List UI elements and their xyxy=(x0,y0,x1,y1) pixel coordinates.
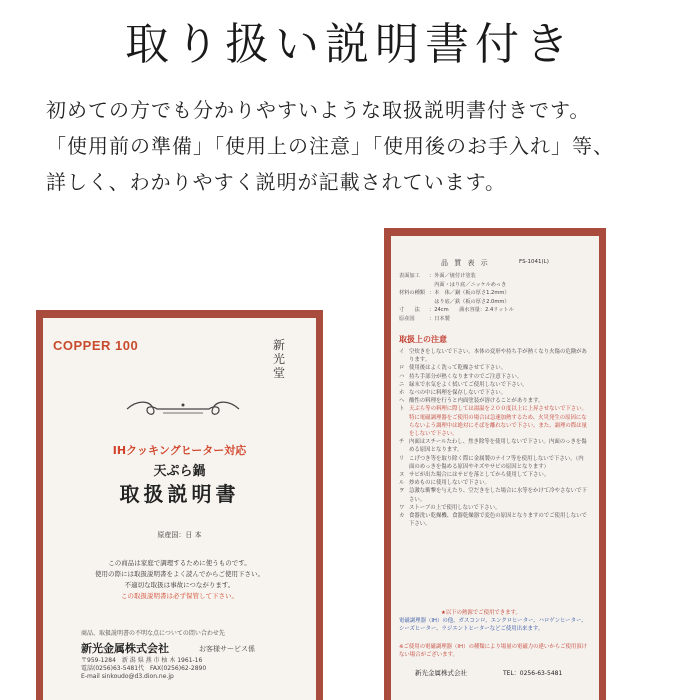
spec-value: ：外面／焼付け塗装 xyxy=(429,273,476,279)
spec-value: ：本 体／銅（板の厚さ1.2mm） xyxy=(429,290,510,297)
caution-text: サビが出た場合にはサビを落としてから使用して下さい。 xyxy=(409,472,550,479)
caution-text: 急激な衝撃を与えたり、空だきをした場合に水等をかけて冷やさないで下さい。 xyxy=(409,488,587,503)
spec-value: ：24cm 満水容量：2.4リットル xyxy=(429,307,514,314)
manual-back-photo xyxy=(384,228,606,700)
spec-row xyxy=(399,289,514,298)
keep-notice: この取扱説明書は必ず保管して下さい。 xyxy=(121,592,238,600)
caution-item xyxy=(399,348,589,364)
caution-text: こげつき等を取り除く際に金属製のナイフ等を使用しないで下さい。（内面のめっきを傷める原因やキズやサビの原因となります） xyxy=(409,455,584,470)
spec-row xyxy=(399,315,514,324)
manual-cover-photo xyxy=(36,310,323,700)
caution-mark: ヘ xyxy=(399,398,405,405)
maker-seal: 新光堂 xyxy=(273,338,286,380)
caution-item xyxy=(399,512,589,528)
intro-text xyxy=(46,92,666,200)
caution-item xyxy=(399,438,589,454)
spec-value: ：日本製 xyxy=(429,315,450,322)
ih-compatible-label: IHクッキングヒーター対応 xyxy=(112,444,247,457)
caution-text: 酸性の料理を行うと内面塗装が溶けることがあります。 xyxy=(409,398,544,405)
company-name: 新光金属株式会社 xyxy=(415,669,467,677)
caution-mark: ロ xyxy=(399,365,405,372)
caution-mark: イ xyxy=(399,349,405,355)
intro-line: 詳しく、わかりやすく説明が記載されています。 xyxy=(46,170,506,194)
caution-mark: リ xyxy=(399,455,405,462)
notice-line: 不適切な取扱は事故につながります。 xyxy=(124,581,235,589)
caution-text: なべの中に料理を保存しないで下さい。 xyxy=(409,390,507,397)
caution-mark: ワ xyxy=(399,504,405,511)
spec-value: 内面・はり底／ニッケルめっき xyxy=(429,281,507,288)
spec-key: 原産国 xyxy=(399,315,415,322)
manual-cover-paper xyxy=(43,318,316,700)
caution-item xyxy=(399,487,589,503)
model-code: FS-1041(L) xyxy=(519,259,549,265)
caution-item xyxy=(399,405,589,438)
caution-item xyxy=(399,373,589,381)
caution-mark: ト xyxy=(399,406,405,413)
spec-value: はり底／鉄（板の厚さ2.0mm） xyxy=(429,298,510,305)
caution-list xyxy=(399,348,589,528)
manual-back-paper xyxy=(391,236,599,700)
caution-mark: チ xyxy=(399,439,405,446)
origin-label: 原産国：日 本 xyxy=(157,531,202,539)
heat-source-title: ★以下の熱源でご使用できます。 xyxy=(441,610,521,616)
address-line: 〒959-1284 新 潟 県 燕 市 杣 木 1961-16 xyxy=(81,657,203,664)
spec-key: 寸 法 xyxy=(399,307,420,314)
manual-title: 取扱説明書 xyxy=(119,482,240,506)
usage-notice xyxy=(43,558,316,602)
caution-item xyxy=(399,455,589,471)
brand-label: COPPER 100 xyxy=(53,338,139,353)
caution-item xyxy=(399,389,589,397)
caution-text: 使用後はよく洗って乾燥させて下さい。 xyxy=(409,365,507,372)
caution-item xyxy=(399,364,589,372)
address-line: E-mail sinkoudo@d3.dion.ne.jp xyxy=(81,673,174,680)
caution-mark: ヌ xyxy=(399,472,405,479)
product-name: 天ぷら鍋 xyxy=(153,464,206,479)
notice-line: 使用の際には取扱説明書をよく読んでからご使用下さい。 xyxy=(95,570,264,578)
caution-text: ストーブの上で使用しないで下さい。 xyxy=(409,504,501,511)
caution-mark: ヲ xyxy=(399,488,405,495)
caution-item xyxy=(399,381,589,389)
caution-text: 緑末で水気をよく拭いてご使用しないで下さい。 xyxy=(409,381,528,388)
heat-source-note: ※ご使用の電磁調理器（IH）の種類により場量の電磁力の違いからご使用頂けない場合がございます。 xyxy=(399,644,588,658)
caution-item xyxy=(399,479,589,487)
company-phone: TEL：0256-63-5481 xyxy=(503,670,563,677)
spec-table xyxy=(399,272,514,324)
inquiry-label: 商品、取扱説明書の不明な点についての問い合わせ先 xyxy=(81,630,225,637)
spec-row xyxy=(399,281,514,290)
caution-mark: ハ xyxy=(399,373,405,380)
caution-text: 炒めものに使用しないで下さい。 xyxy=(409,480,490,487)
caution-mark: ホ xyxy=(399,390,405,397)
company-department: お客様サービス係 xyxy=(199,645,255,653)
caution-title: 取扱上の注意 xyxy=(399,335,447,344)
spec-row xyxy=(399,272,514,281)
quality-title: 品 質 表 示 xyxy=(441,259,490,267)
notice-line: この商品は家庭で調理するために使うものです。 xyxy=(108,559,251,567)
spec-row xyxy=(399,298,514,307)
caution-mark: ル xyxy=(399,480,405,487)
caution-text: 内面はスチールたわし、焦き除等を使用しないで下さい。内面のっきを傷める原因となります。 xyxy=(409,439,587,454)
caution-text: 天ぷら等の料理に際しては湯温を２００度以上に上昇させないで下さい。特に電磁調理器をご使用の場合は急速加熱するため、火災発生の原因にならないよう調理中は絶対にそばを離れないで下さい。また、調理の際は量をしないで下さい。 xyxy=(409,406,587,438)
intro-line: 初めての方でも分かりやすいような取扱説明書付きです。 xyxy=(46,98,591,122)
spec-key: 表面加工 xyxy=(399,273,420,279)
heat-source-text: 電磁調理器（IH）の他、ガスコンロ、エンクロヒーター、ハロゲンヒーター、シーズヒーター、ラジエントヒーターなどご使用出来ます。 xyxy=(399,618,587,632)
page-headline: 取り扱い説明書付き xyxy=(125,19,575,70)
address-line: 電話(0256)63-5481代 FAX(0256)62-2890 xyxy=(81,665,207,672)
caution-mark: ニ xyxy=(399,381,405,388)
caution-item xyxy=(399,397,589,405)
company-name: 新光金属株式会社 xyxy=(81,642,169,655)
spec-row xyxy=(399,306,514,315)
caution-text: 持ち手部分が熱くなりますのでご注意下さい。 xyxy=(409,373,523,380)
company-address xyxy=(81,657,206,681)
intro-line: 「使用前の準備」「使用上の注意」「使用後のお手入れ」等、 xyxy=(46,134,614,158)
ornament-icon xyxy=(123,398,243,420)
spec-key: 材料の種類 xyxy=(399,290,425,297)
caution-item xyxy=(399,504,589,512)
caution-text: 空炊きをしないで下さい。本体の変形や持ち手が熱くなり火傷の危険があります。 xyxy=(409,349,587,364)
caution-text: 食器洗い乾燥機、食器乾燥器で変色の原因となりますのでご使用しないで下さい。 xyxy=(409,513,587,528)
caution-mark: カ xyxy=(399,513,405,520)
caution-item xyxy=(399,471,589,479)
